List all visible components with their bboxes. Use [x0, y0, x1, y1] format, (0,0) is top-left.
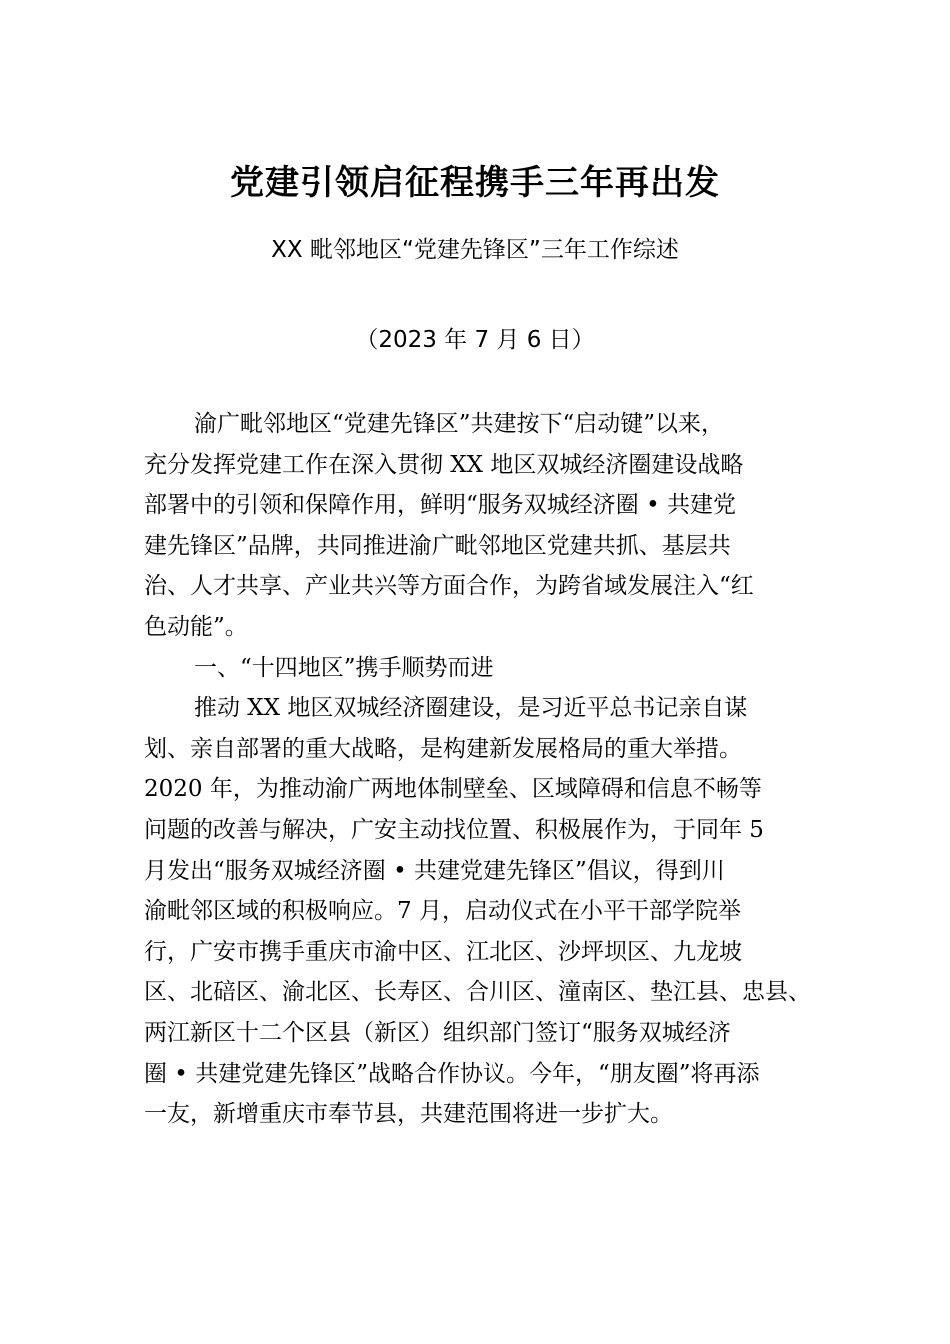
paragraph-line: 部署中的引领和保障作用，鲜明“服务双城经济圈 • 共建党 — [144, 492, 736, 519]
paragraph-line: 问题的改善与解决，广安主动找位置、积极展作为，于同年 5 — [144, 816, 764, 843]
paragraph-line: 圈 • 共建党建先锋区”战略合作协议。今年，“朋友圈”将再添 — [144, 1060, 760, 1087]
paragraph-line: 建先锋区”品牌，共同推进渝广毗邻地区党建共抓、基层共 — [144, 532, 731, 559]
paragraph-line: 行，广安市携手重庆市渝中区、江北区、沙坪坝区、九龙坡 — [144, 938, 742, 965]
paragraph-line: 区、北碚区、渝北区、长寿区、合川区、潼南区、垫江县、忠县、 — [144, 979, 811, 1006]
paragraph-line: 充分发挥党建工作在深入贯彻 XX 地区双城经济圈建设战略 — [144, 451, 744, 478]
document-date: （2023 年 7 月 6 日） — [355, 327, 595, 353]
paragraph-line: 2020 年，为推动渝广两地体制壁垒、区域障碍和信息不畅等 — [144, 776, 762, 803]
paragraph-line: 推动 XX 地区双城经济圈建设，是习近平总书记亲自谋 — [194, 695, 748, 722]
paragraph-line: 月发出“服务双城经济圈 • 共建党建先锋区”倡议，得到川 — [144, 857, 725, 884]
document-body — [144, 404, 834, 1135]
paragraph-line: 划、亲自部署的重大战略，是构建新发展格局的重大举措。 — [144, 735, 742, 762]
paragraph-line: 渝毗邻区域的积极响应。7 月，启动仪式在小平干部学院举 — [144, 898, 741, 925]
paragraph-line: 治、人才共享、产业共兴等方面合作，为跨省域发展注入“红 — [144, 573, 754, 600]
paragraph-line: 两江新区十二个区县（新区）组织部门签订“服务双城经济 — [144, 1019, 731, 1046]
section-heading: 一、“十四地区”携手顺势而进 — [194, 654, 494, 681]
document-title: 党建引领启征程携手三年再出发 — [230, 163, 720, 203]
paragraph-line: 一友，新增重庆市奉节县，共建范围将进一步扩大。 — [144, 1101, 673, 1128]
document-subtitle: XX 毗邻地区“党建先锋区”三年工作综述 — [271, 237, 679, 263]
paragraph-line: 色动能”。 — [144, 613, 248, 640]
paragraph-line: 渝广毗邻地区“党建先锋区”共建按下“启动键”以来， — [194, 411, 725, 437]
